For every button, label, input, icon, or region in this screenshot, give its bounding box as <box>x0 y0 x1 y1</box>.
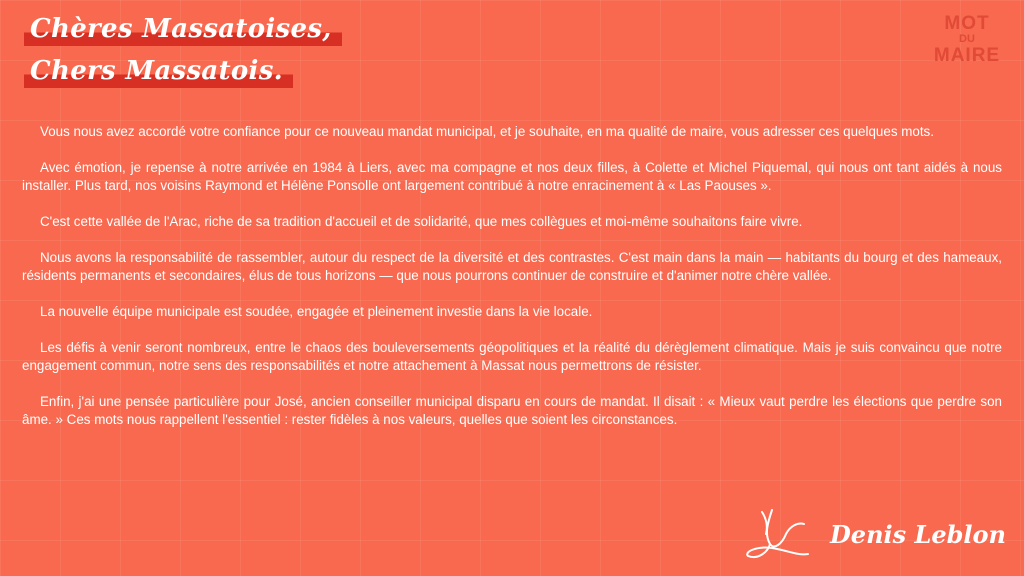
paragraph-4: Nous avons la responsabilité de rassembler, autour du respect de la diversité et des contrastes. C'est main dans la main — habitants du bourg et des hameaux, résidents permanents et secondaires, élus de tous horizons — que nous pourrons continuer de construire et d'animer notre chère vallée. <box>22 250 1002 283</box>
logo-line-3: MAIRE <box>933 45 1001 66</box>
paragraph-6: Les défis à venir seront nombreux, entre le chaos des bouleversements géopolitiques et la réalité du dérèglement climatique. Mais je suis convaincu que notre engagement commun, notre sens des responsabilités et notre attachement à Massat nous permettrons de résister. <box>22 340 1002 373</box>
signature-scribble-icon <box>742 504 812 564</box>
greeting-line-2: Chers Massatois. <box>24 56 293 88</box>
greeting <box>24 14 342 88</box>
paragraph-3: C'est cette vallée de l'Arac, riche de sa tradition d'accueil et de solidarité, que mes collègues et moi-même souhaitons faire vivre. <box>40 214 803 229</box>
paragraph-5: La nouvelle équipe municipale est soudée, engagée et pleinement investie dans la vie locale. <box>40 304 593 319</box>
greeting-line-1: Chères Massatoises, <box>24 14 342 46</box>
signature-name: Denis Leblon <box>829 519 1006 549</box>
paragraph-1: Vous nous avez accordé votre confiance pour ce nouveau mandat municipal, et je souhaite, en ma qualité de maire, vous adresser ces quelques mots. <box>40 124 934 139</box>
letter-body <box>22 123 1002 447</box>
mot-du-maire-logo <box>932 14 1002 65</box>
signature-block <box>742 504 1006 564</box>
logo-line-2: DU <box>959 33 975 45</box>
paragraph-2: Avec émotion, je repense à notre arrivée en 1984 à Liers, avec ma compagne et nos deux filles, à Colette et Michel Piquemal, qui nous ont tant aidés à nous installer. Plus tard, nos voisins Raymond et Hélène Ponsolle ont largement contribué à notre enracinement à « Las Paouses ». <box>22 160 1002 193</box>
logo-line-1: MOT <box>944 13 990 34</box>
paragraph-7: Enfin, j'ai une pensée particulière pour José, ancien conseiller municipal disparu en cours de mandat. Il disait : « Mieux vaut perdre les élections que perdre son âme. » Ces mots nous rappellent l'essentiel : rester fidèles à nos valeurs, quelles que soient les circonstances. <box>22 394 1002 427</box>
